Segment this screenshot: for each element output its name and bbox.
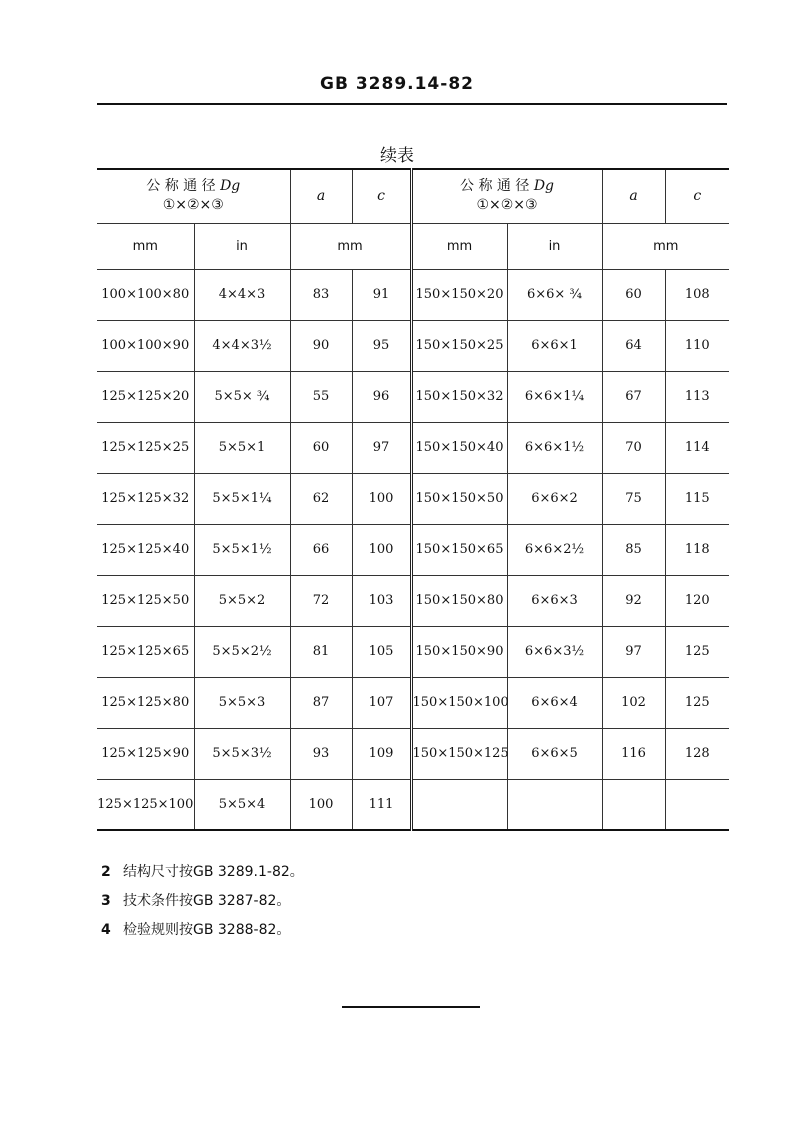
- left-in-cell: 5×5×3: [194, 677, 290, 728]
- left-a-cell: 83: [290, 269, 352, 320]
- note-text: 检验规则按GB 3288-82。: [123, 922, 291, 938]
- right-mm-cell: 150×150×50: [411, 473, 507, 524]
- left-c-cell: 91: [352, 269, 411, 320]
- header-rule: [97, 103, 727, 105]
- left-in-cell: 5×5×2: [194, 575, 290, 626]
- left-c-cell: 96: [352, 371, 411, 422]
- right-in-cell: 6×6×5: [507, 728, 602, 779]
- note-number: 3: [101, 893, 111, 909]
- right-a-cell: 75: [602, 473, 665, 524]
- nominal-label: 公 称 通 径: [146, 178, 216, 195]
- right-in-cell: 6×6×1¼: [507, 371, 602, 422]
- right-mm-cell: 150×150×125: [411, 728, 507, 779]
- unit-in-left: in: [194, 223, 290, 269]
- left-in-cell: 5×5× ¾: [194, 371, 290, 422]
- right-in-cell: 6×6× ¾: [507, 269, 602, 320]
- left-c-cell: 107: [352, 677, 411, 728]
- note-text: 技术条件按GB 3287-82。: [123, 893, 291, 909]
- left-in-cell: 5×5×1: [194, 422, 290, 473]
- right-a-cell: 70: [602, 422, 665, 473]
- right-in-cell: 6×6×4: [507, 677, 602, 728]
- formula-label: ①×②×③: [476, 197, 538, 214]
- table-row: [97, 371, 729, 422]
- right-mm-cell: 150×150×100: [411, 677, 507, 728]
- dimension-table: [97, 168, 729, 831]
- left-mm-cell: 125×125×20: [97, 371, 194, 422]
- continued-label: 续表: [380, 146, 414, 166]
- dg-label: Dg: [533, 178, 554, 195]
- right-mm-cell: 150×150×32: [411, 371, 507, 422]
- left-a-cell: 90: [290, 320, 352, 371]
- left-in-cell: 5×5×2½: [194, 626, 290, 677]
- right-c-cell: 125: [665, 677, 729, 728]
- left-mm-cell: 125×125×100: [97, 779, 194, 830]
- left-c-cell: 109: [352, 728, 411, 779]
- right-c-cell: 113: [665, 371, 729, 422]
- left-c-cell: 105: [352, 626, 411, 677]
- unit-header-row: [97, 223, 729, 269]
- left-c-cell: 100: [352, 524, 411, 575]
- left-a-cell: 81: [290, 626, 352, 677]
- a-header-right: a: [602, 169, 665, 223]
- table-header-row: [97, 169, 729, 223]
- right-mm-cell: 150×150×40: [411, 422, 507, 473]
- left-a-cell: 62: [290, 473, 352, 524]
- right-c-cell: 128: [665, 728, 729, 779]
- left-mm-cell: 125×125×50: [97, 575, 194, 626]
- right-in-cell: 6×6×2½: [507, 524, 602, 575]
- right-mm-cell: 150×150×90: [411, 626, 507, 677]
- right-mm-cell: 150×150×65: [411, 524, 507, 575]
- left-in-cell: 5×5×4: [194, 779, 290, 830]
- left-a-cell: 93: [290, 728, 352, 779]
- unit-mm-ac-left: mm: [290, 223, 411, 269]
- right-in-cell: 6×6×1½: [507, 422, 602, 473]
- right-c-cell: 125: [665, 626, 729, 677]
- right-a-cell: 97: [602, 626, 665, 677]
- right-in-cell: 6×6×3½: [507, 626, 602, 677]
- c-header-left: c: [352, 169, 411, 223]
- right-a-cell: 67: [602, 371, 665, 422]
- table-row: [97, 473, 729, 524]
- unit-mm-ac-right: mm: [602, 223, 729, 269]
- right-mm-cell: 150×150×20: [411, 269, 507, 320]
- table-row: [97, 320, 729, 371]
- left-a-cell: 72: [290, 575, 352, 626]
- dg-label: Dg: [220, 178, 241, 195]
- right-c-cell: [665, 779, 729, 830]
- right-a-cell: 85: [602, 524, 665, 575]
- note-item: [101, 916, 304, 945]
- left-mm-cell: 100×100×80: [97, 269, 194, 320]
- note-number: 4: [101, 922, 111, 938]
- left-mm-cell: 125×125×25: [97, 422, 194, 473]
- notes-list: [101, 858, 304, 945]
- standard-code: GB 3289.14-82: [320, 74, 474, 94]
- unit-in-right: in: [507, 223, 602, 269]
- left-c-cell: 95: [352, 320, 411, 371]
- left-in-cell: 4×4×3: [194, 269, 290, 320]
- left-c-cell: 100: [352, 473, 411, 524]
- left-a-cell: 66: [290, 524, 352, 575]
- left-c-cell: 97: [352, 422, 411, 473]
- left-c-cell: 103: [352, 575, 411, 626]
- right-c-cell: 108: [665, 269, 729, 320]
- left-in-cell: 4×4×3½: [194, 320, 290, 371]
- table-row: [97, 575, 729, 626]
- right-in-cell: 6×6×1: [507, 320, 602, 371]
- right-a-cell: 92: [602, 575, 665, 626]
- right-c-cell: 114: [665, 422, 729, 473]
- right-c-cell: 115: [665, 473, 729, 524]
- table-row: [97, 626, 729, 677]
- note-item: [101, 858, 304, 887]
- c-header-right: c: [665, 169, 729, 223]
- nominal-size-header-right: [411, 169, 602, 223]
- left-a-cell: 87: [290, 677, 352, 728]
- end-rule: [342, 1006, 480, 1008]
- right-c-cell: 118: [665, 524, 729, 575]
- a-header-left: a: [290, 169, 352, 223]
- right-in-cell: 6×6×2: [507, 473, 602, 524]
- nominal-label: 公 称 通 径: [460, 178, 530, 195]
- right-a-cell: [602, 779, 665, 830]
- right-in-cell: [507, 779, 602, 830]
- right-c-cell: 120: [665, 575, 729, 626]
- note-text: 结构尺寸按GB 3289.1-82。: [123, 864, 304, 880]
- unit-mm-right: mm: [411, 223, 507, 269]
- right-c-cell: 110: [665, 320, 729, 371]
- right-mm-cell: 150×150×80: [411, 575, 507, 626]
- left-mm-cell: 125×125×40: [97, 524, 194, 575]
- left-c-cell: 111: [352, 779, 411, 830]
- right-a-cell: 116: [602, 728, 665, 779]
- right-a-cell: 102: [602, 677, 665, 728]
- table-row: [97, 779, 729, 830]
- table-row: [97, 524, 729, 575]
- nominal-size-header-left: [97, 169, 290, 223]
- left-a-cell: 55: [290, 371, 352, 422]
- right-mm-cell: [411, 779, 507, 830]
- unit-mm-left: mm: [97, 223, 194, 269]
- right-in-cell: 6×6×3: [507, 575, 602, 626]
- left-in-cell: 5×5×1¼: [194, 473, 290, 524]
- right-a-cell: 60: [602, 269, 665, 320]
- table-row: [97, 677, 729, 728]
- formula-label: ①×②×③: [162, 197, 224, 214]
- left-in-cell: 5×5×1½: [194, 524, 290, 575]
- right-mm-cell: 150×150×25: [411, 320, 507, 371]
- left-mm-cell: 125×125×80: [97, 677, 194, 728]
- left-in-cell: 5×5×3½: [194, 728, 290, 779]
- right-a-cell: 64: [602, 320, 665, 371]
- left-a-cell: 100: [290, 779, 352, 830]
- left-mm-cell: 125×125×32: [97, 473, 194, 524]
- left-a-cell: 60: [290, 422, 352, 473]
- note-number: 2: [101, 864, 111, 880]
- table-row: [97, 422, 729, 473]
- table-row: [97, 269, 729, 320]
- note-item: [101, 887, 304, 916]
- table-row: [97, 728, 729, 779]
- left-mm-cell: 100×100×90: [97, 320, 194, 371]
- left-mm-cell: 125×125×90: [97, 728, 194, 779]
- left-mm-cell: 125×125×65: [97, 626, 194, 677]
